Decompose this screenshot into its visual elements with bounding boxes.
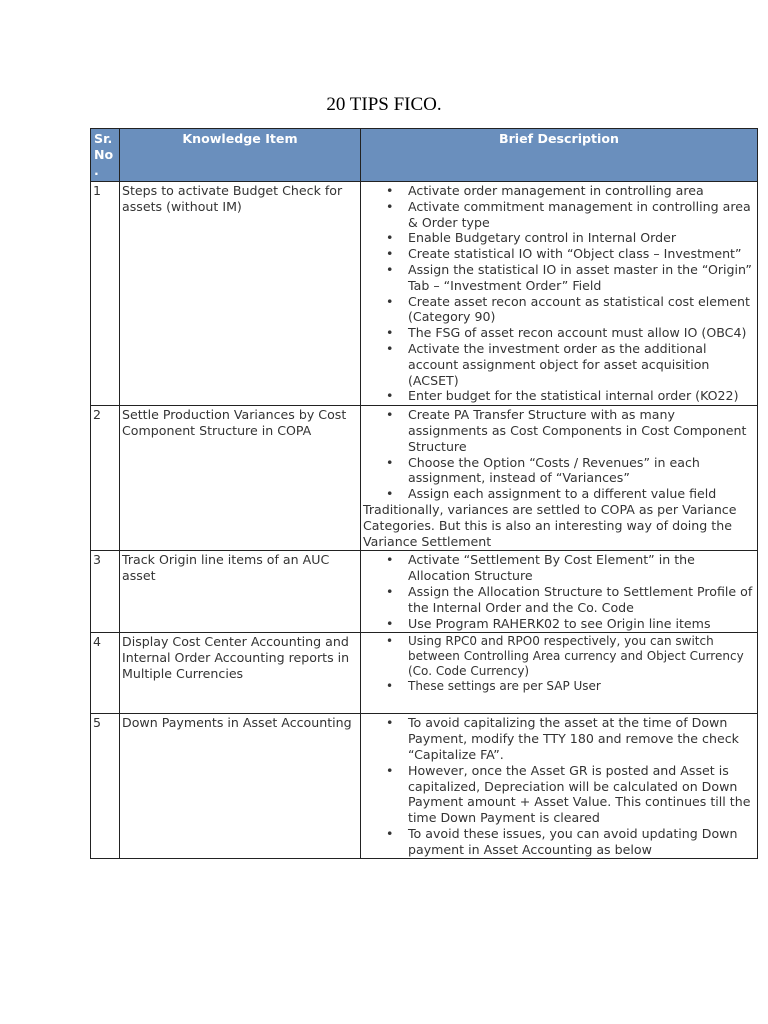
row-number: 3: [91, 551, 120, 633]
description-note: Traditionally, variances are settled to COPA as per Variance Categories. But this is also an interesting way of doing the Variance Settlement: [363, 501, 737, 549]
row-number: 4: [91, 633, 120, 714]
brief-description: [361, 182, 758, 406]
document-title: 20 TIPS FICO.: [326, 94, 442, 115]
knowledge-item: Display Cost Center Accounting and Internal Order Accounting reports in Multiple Currencies: [120, 633, 361, 714]
table-header-row: [91, 129, 758, 182]
description-bullet: • To avoid these issues, you can avoid updating Down payment in Asset Accounting as below: [408, 826, 755, 858]
header-knowledge-item: Knowledge Item: [120, 129, 361, 182]
description-bullet: • Create asset recon account as statistical cost element (Category 90): [408, 294, 755, 326]
brief-description: [361, 714, 758, 859]
description-bullets: [363, 183, 755, 404]
table-row: [91, 551, 758, 633]
description-bullet: • Create statistical IO with “Object class – Investment”: [408, 246, 755, 262]
description-bullet: • To avoid capitalizing the asset at the time of Down Payment, modify the TTY 180 and remove the check “Capitalize FA”.: [408, 715, 755, 762]
description-bullet: • Assign the statistical IO in asset master in the “Origin” Tab – “Investment Order” Field: [408, 262, 755, 294]
knowledge-item: Steps to activate Budget Check for assets (without IM): [120, 182, 361, 406]
brief-description: [361, 406, 758, 551]
description-bullet: • Activate the investment order as the additional account assignment object for asset acquisition (ACSET): [408, 341, 755, 388]
description-bullet: • However, once the Asset GR is posted and Asset is capitalized, Depreciation will be calculated on Down Payment amount + Asset Value. This continues till the time Down Payment is cleared: [408, 763, 755, 826]
tips-table: [90, 128, 758, 859]
description-bullets: [363, 552, 755, 631]
table-row: [91, 406, 758, 551]
description-bullets: [363, 407, 755, 502]
row-number: 1: [91, 182, 120, 406]
description-bullet: • Activate commitment management in controlling area & Order type: [408, 199, 755, 231]
row-number: 5: [91, 714, 120, 859]
description-bullet: • Create PA Transfer Structure with as many assignments as Cost Components in Cost Component Structure: [408, 407, 755, 454]
description-bullet: • Activate order management in controlling area: [408, 183, 755, 199]
description-bullet: • The FSG of asset recon account must allow IO (OBC4): [408, 325, 755, 341]
description-bullet: • Choose the Option “Costs / Revenues” in each assignment, instead of “Variances”: [408, 455, 755, 487]
description-bullet: • Using RPC0 and RPO0 respectively, you can switch between Controlling Area currency and Object Currency (Co. Code Currency): [408, 634, 755, 679]
header-brief-description: Brief Description: [361, 129, 758, 182]
table-row: [91, 633, 758, 714]
description-bullet: • Enable Budgetary control in Internal Order: [408, 230, 755, 246]
knowledge-item: Track Origin line items of an AUC asset: [120, 551, 361, 633]
brief-description: [361, 633, 758, 714]
description-bullet: • Use Program RAHERK02 to see Origin line items: [408, 616, 755, 632]
description-bullets: [363, 634, 755, 694]
description-bullet: • These settings are per SAP User: [408, 679, 755, 694]
description-bullet: • Enter budget for the statistical internal order (KO22): [408, 388, 755, 404]
header-sr-no: Sr. No .: [91, 129, 120, 182]
table-row: [91, 182, 758, 406]
table-row: [91, 714, 758, 859]
description-bullet: • Activate “Settlement By Cost Element” in the Allocation Structure: [408, 552, 755, 584]
brief-description: [361, 551, 758, 633]
description-bullet: • Assign each assignment to a different value field: [408, 486, 755, 502]
knowledge-item: Down Payments in Asset Accounting: [120, 714, 361, 859]
description-bullet: • Assign the Allocation Structure to Settlement Profile of the Internal Order and the Co. Code: [408, 584, 755, 616]
row-number: 2: [91, 406, 120, 551]
knowledge-item: Settle Production Variances by Cost Component Structure in COPA: [120, 406, 361, 551]
description-bullets: [363, 715, 755, 857]
